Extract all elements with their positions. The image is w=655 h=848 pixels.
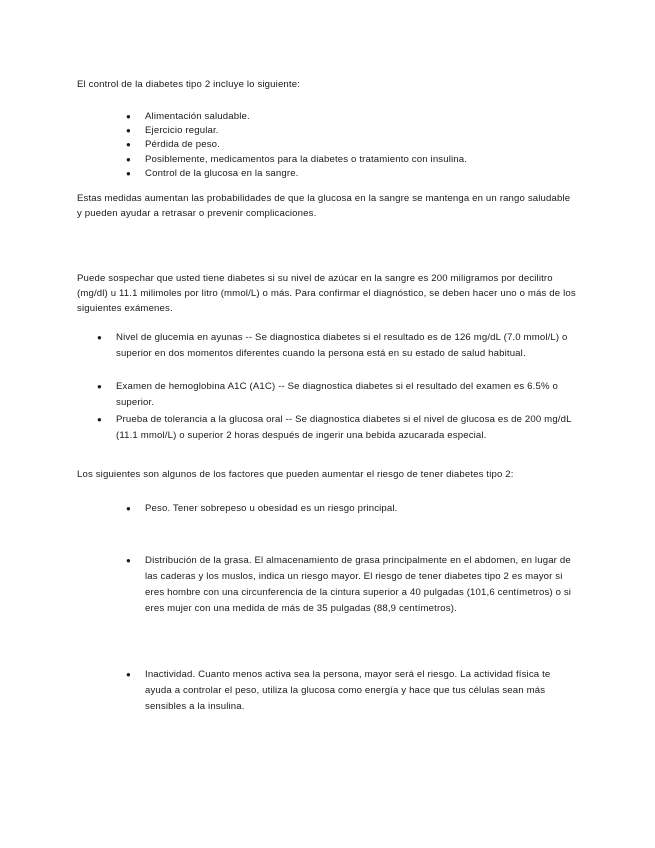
bullet-icon: ● [126,168,131,178]
bullet-icon: ● [126,154,131,164]
bullet-icon: ● [97,333,102,342]
bullet-icon: ● [126,112,131,121]
list-item: ● Distribución de la grasa. El almacenamiento de grasa principalmente en el abdomen, en lugar de las caderas y los muslos, indica un riesgo mayor. El riesgo de tener diabetes tipo 2 es mayor si eres hombre con una circunferencia de la cintura superior a 40 pulgadas (101,6 centímetros) o si eres mujer con una medida de más de 35 pulgadas (88,9 centímetros). [126,555,572,614]
control-summary: Estas medidas aumentan las probabilidades de que la glucosa en la sangre se mantenga en un rango saludable y pueden ayudar a retrasar o prevenir complicaciones. [77,193,571,219]
diagnosis-intro: Puede sospechar que usted tiene diabetes si su nivel de azúcar en la sangre es 200 miligramos por decilitro (mg/dl) u 11.1 milimoles por litro (mmol/L) o más. Para confirmar el diagnóstico, se deben hacer uno o más de los siguientes exámenes. [77,273,576,314]
list-item: ● Nivel de glucemia en ayunas -- Se diagnostica diabetes si el resultado es de 126 mg/dL (7.0 mmol/L) o superior en dos momentos diferentes cuando la persona está en su estado de salud habitual. [97,332,568,359]
bullet-icon: ● [97,415,102,424]
risk-list-weight [126,501,580,517]
control-intro: El control de la diabetes tipo 2 incluye lo siguiente: [77,79,301,90]
bullet-icon: ● [126,556,131,565]
bullet-icon: ● [97,382,102,391]
bullet-icon: ● [126,140,131,150]
list-item: ● Control de la glucosa en la sangre. [126,167,299,179]
risk-list-fat [126,553,580,617]
list-item: ● Pérdida de peso. [126,139,220,151]
list-item: ● Prueba de tolerancia a la glucosa oral -- Se diagnostica diabetes si el nivel de glucosa es de 200 mg/dL (11.1 mmol/L) o superior 2 horas después de ingerir una bebida azucarada especial. [97,414,572,441]
list-item: ● Posiblemente, medicamentos para la diabetes o tratamiento con insulina. [126,153,468,165]
list-item: ● Inactividad. Cuanto menos activa sea la persona, mayor será el riesgo. La actividad física te ayuda a controlar el peso, utiliza la glucosa como energía y hace que tus células sean más sensibles a la insulina. [126,669,551,712]
bullet-icon: ● [126,126,131,136]
diagnosis-list [97,330,578,444]
risk-intro: Los siguientes son algunos de los factores que pueden aumentar el riesgo de tener diabetes tipo 2: [77,469,514,480]
bullet-icon: ● [126,670,131,679]
list-item: ● Ejercicio regular. [126,125,219,137]
control-list [126,110,585,181]
list-item: ● Examen de hemoglobina A1C (A1C) -- Se diagnostica diabetes si el resultado del examen es 6.5% o superior. [97,381,558,408]
list-item: ● Alimentación saludable. [126,111,250,122]
bullet-icon: ● [126,504,131,513]
list-item: ● Peso. Tener sobrepeso u obesidad es un riesgo principal. [145,501,580,517]
risk-list-inactivity [126,667,580,715]
